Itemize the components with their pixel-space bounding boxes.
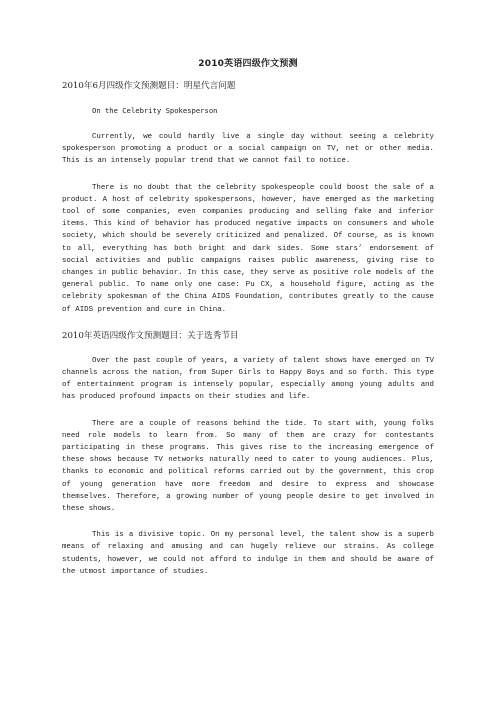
section2-paragraph-3: This is a divisive topic. On my personal level, the talent show is a superb means of relaxing and amusing and can hugely relieve our strains. As college students, however, we could not afford to indulge in them and should be aware of the utmost importance of studies. xyxy=(62,531,434,576)
document-body xyxy=(62,80,434,592)
section2-heading: 2010年英语四级作文预测题目：关于选秀节目 xyxy=(62,330,239,341)
section1-heading: 2010年6月四级作文预测题目：明星代言问题 xyxy=(62,81,236,91)
section2-paragraph-2: There are a couple of reasons behind the tide. To start with, young folks need role models to learn from. So many of them are crazy for contestants participating in these programs. This gives rise to the increasing emergence of these shows because TV networks naturally need to cater to young audiences. Plus, thanks to economic and political reforms carried out by the government, this crop of young generation have more freedom and desire to express and showcase themselves. Therefore, a growing number of young people desire to get involved in these shows. xyxy=(62,419,434,514)
section1-paragraph-2: There is no doubt that the celebrity spokespeople could boost the sale of a product. A host of celebrity spokespersons, however, have emerged as the marketing tool of some companies, even companies producing and selling fake and inferior items. This kind of behavior has produced negative impacts on consumers and whole society, which should be severely criticized and penalized. Of course, as is known to all, everything has both bright and dark sides. Some stars’ endorsement of social activities and public campaigns raises public awareness, giving rise to changes in public behavior. In this case, they serve as positive role models of the general public. To name only one case: Pu CX, a household figure, acting as the celebrity spokesman of the China AIDS Foundation, contributes greatly to the cause of AIDS prevention and cure in China. xyxy=(62,183,434,314)
section2-paragraph-1: Over the past couple of years, a variety of talent shows have emerged on TV channels across the nation, from Super Girls to Happy Boys and so forth. This type of entertainment program is intensely popular, especially among young adults and has produced profound impacts on their studies and life. xyxy=(62,356,434,402)
document-title: 2010英语四级作文预测 xyxy=(198,59,298,69)
section1-paragraph-1: Currently, we could hardly live a single day without seeing a celebrity spokesperson promoting a product or a social campaign on TV, net or other media. This is an intensely popular trend that we cannot fail to notice. xyxy=(62,133,434,166)
section1-subtitle: On the Celebrity Spokesperson xyxy=(92,106,218,115)
